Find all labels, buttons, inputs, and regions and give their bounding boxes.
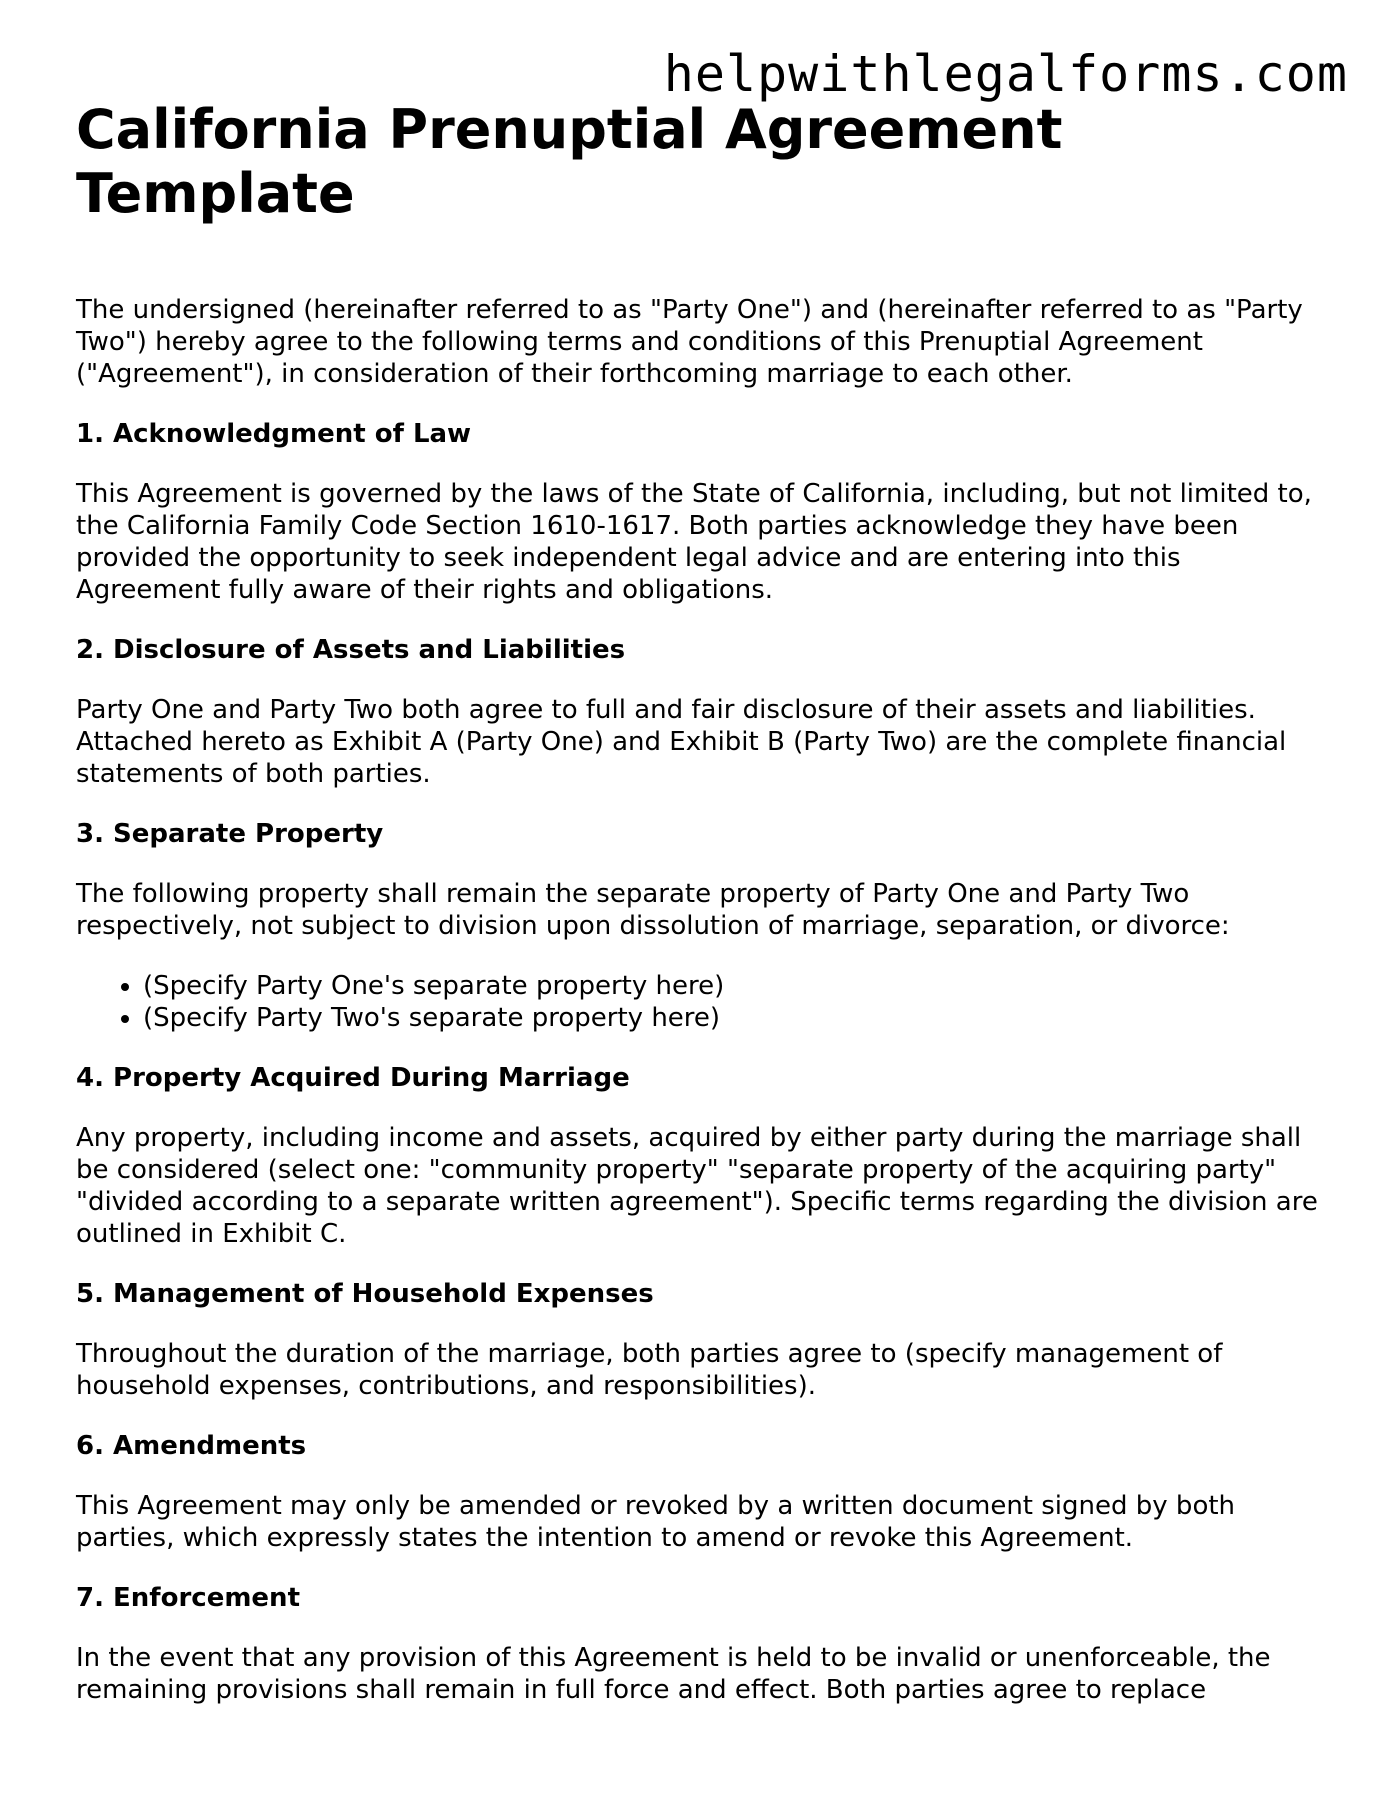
section-body: This Agreement is governed by the laws of the State of California, including, but not limited to, the California Family Code Section 1610-1617. Both parties acknowledge they have been provided the opportunity to seek independent legal advice and are entering into this Agreement fully aware of their rights and obligations.	[76, 479, 1312, 605]
section-enforcement	[76, 1582, 1326, 1706]
section-property-acquired-during-marriage	[76, 1062, 1326, 1250]
section-household-expenses	[76, 1278, 1326, 1402]
section-heading: 2. Disclosure of Assets and Liabilities	[76, 635, 626, 665]
list-item: • (Specify Party Two's separate property here)	[143, 1002, 1326, 1034]
section-body: The following property shall remain the separate property of Party One and Party Two respectively, not subject to division upon dissolution of marriage, separation, or divorce:	[76, 879, 1230, 941]
section-heading: 5. Management of Household Expenses	[76, 1279, 654, 1309]
section-disclosure-of-assets	[76, 634, 1326, 790]
document-page	[76, 98, 1326, 1706]
intro-paragraph: The undersigned (hereinafter referred to as "Party One") and (hereinafter referred to as "Party Two") hereby agree to the following terms and conditions of this Prenuptial Agreement ("Agreement"), in consideration of their forthcoming marriage to each other.	[76, 295, 1303, 389]
section-body: Throughout the duration of the marriage, both parties agree to (specify management of household expenses, contributions, and responsibilities).	[76, 1339, 1223, 1401]
section-separate-property	[76, 818, 1326, 1034]
section-heading: 6. Amendments	[76, 1431, 307, 1461]
section-body: This Agreement may only be amended or revoked by a written document signed by both parties, which expressly states the intention to amend or revoke this Agreement.	[76, 1491, 1236, 1553]
section-heading: 1. Acknowledgment of Law	[76, 419, 472, 449]
section-heading: 4. Property Acquired During Marriage	[76, 1063, 630, 1093]
section-body: In the event that any provision of this Agreement is held to be invalid or unenforceable, the remaining provisions shall remain in full force and effect. Both parties agree to replace	[76, 1643, 1271, 1705]
section-acknowledgment-of-law	[76, 418, 1326, 606]
section-body: Any property, including income and assets, acquired by either party during the marriage shall be considered (select one: "community property" "separate property of the acquiring party" "divided according to a separate written agreement"). Specific terms regarding the division are outlined in Exhibit C.	[76, 1123, 1318, 1249]
document-title: California Prenuptial Agreement Template	[76, 98, 1063, 225]
section-heading: 7. Enforcement	[76, 1583, 300, 1613]
separate-property-list	[76, 970, 1326, 1034]
section-body: Party One and Party Two both agree to full and fair disclosure of their assets and liabilities. Attached hereto as Exhibit A (Party One) and Exhibit B (Party Two) are the complete financial statements of both parties.	[76, 695, 1287, 789]
section-amendments	[76, 1430, 1326, 1554]
list-item: • (Specify Party One's separate property here)	[143, 970, 1326, 1002]
section-heading: 3. Separate Property	[76, 819, 384, 849]
site-watermark: helpwithlegalforms.com	[663, 45, 1348, 103]
